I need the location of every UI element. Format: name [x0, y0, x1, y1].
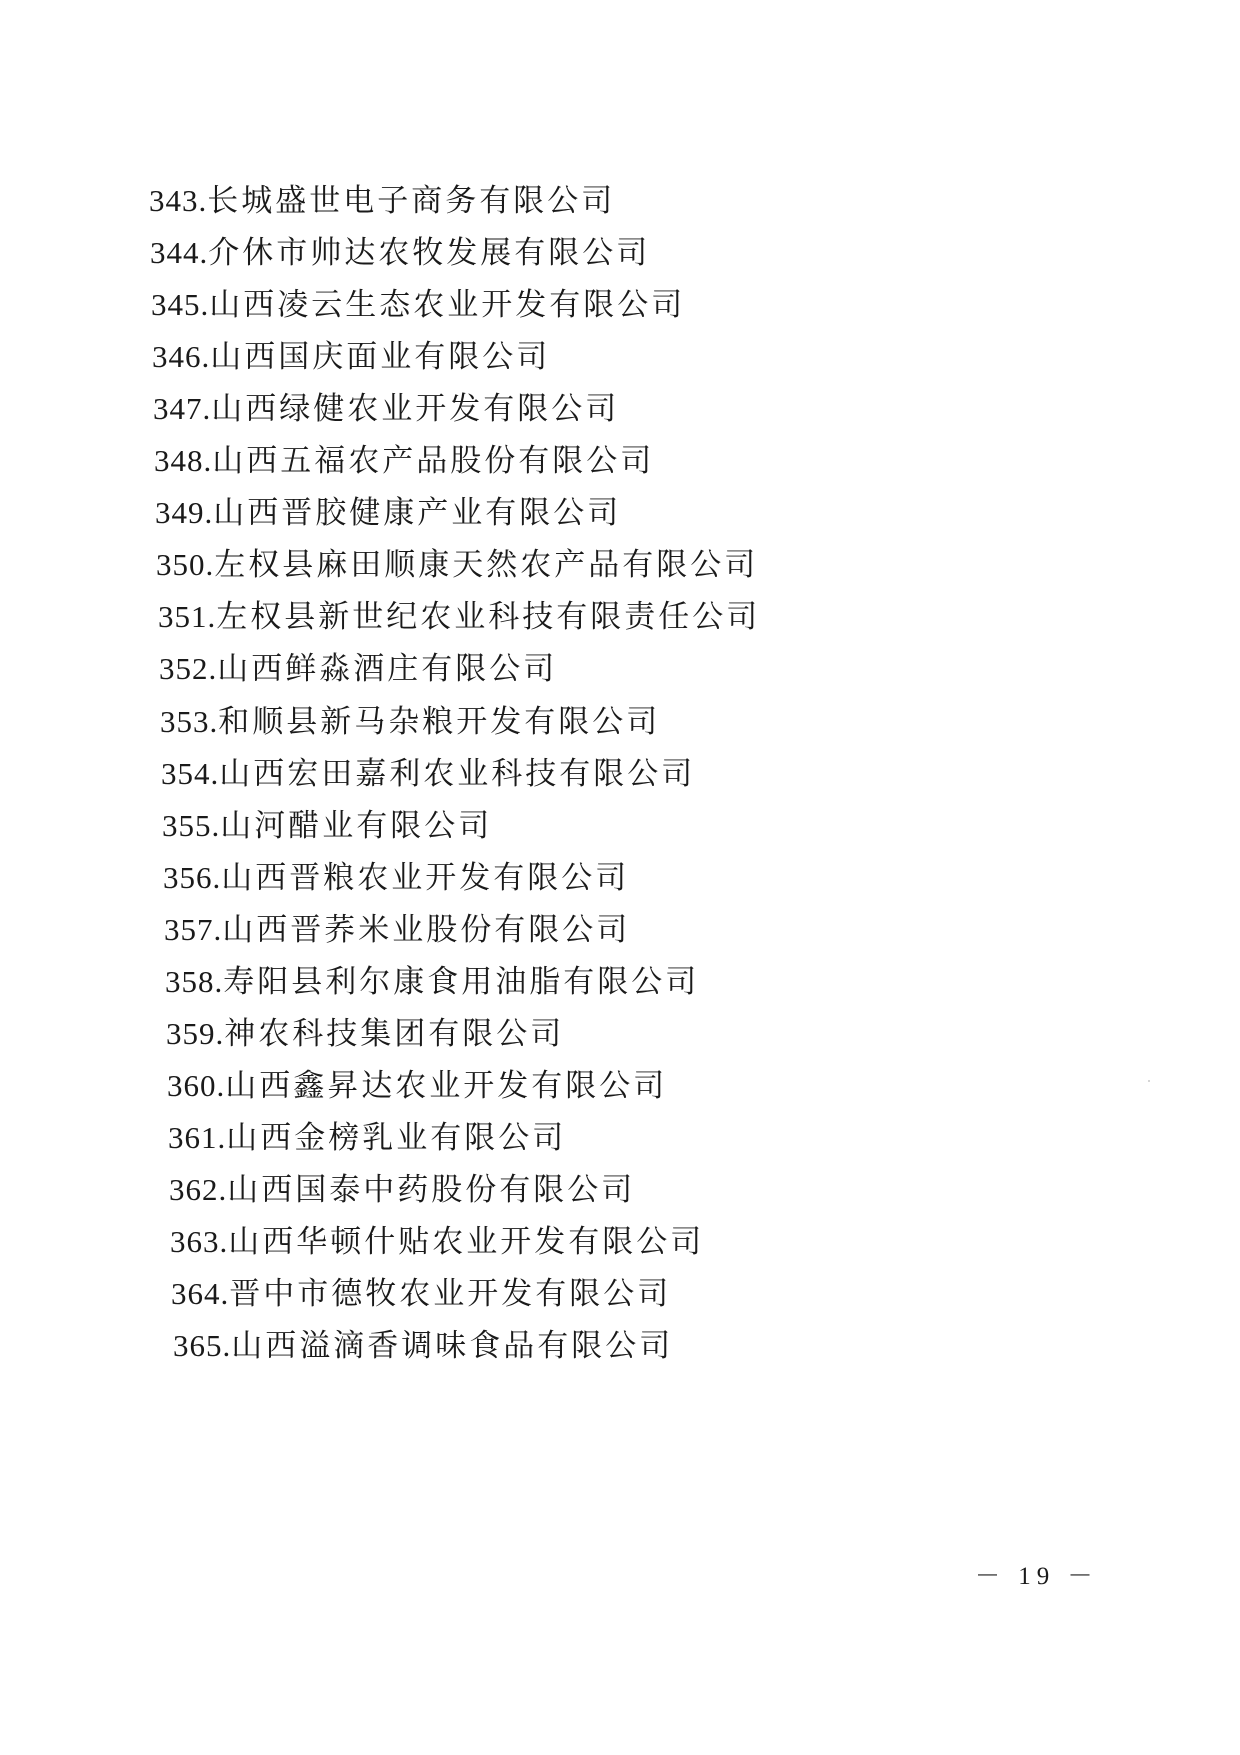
list-item [170, 1222, 704, 1262]
list-item [161, 754, 695, 794]
list-item [151, 285, 685, 325]
item-number: 348. [154, 443, 213, 478]
list-item [160, 702, 660, 742]
item-number: 352. [159, 651, 218, 686]
list-item [150, 233, 650, 273]
item-number: 350. [156, 547, 215, 582]
company-name: 山河醋业有限公司 [220, 808, 493, 844]
company-name: 山西国庆面业有限公司 [210, 339, 551, 375]
company-name: 山西晋胶健康产业有限公司 [213, 495, 622, 531]
item-number: 354. [161, 756, 220, 791]
company-name: 长城盛世电子商务有限公司 [207, 183, 616, 219]
company-name: 左权县新世纪农业科技有限责任公司 [216, 599, 761, 635]
item-number: 345. [151, 287, 210, 322]
list-item [167, 1066, 667, 1106]
company-name: 山西晋粮农业开发有限公司 [221, 860, 630, 896]
list-item [158, 597, 760, 637]
item-number: 363. [170, 1224, 229, 1259]
list-item [168, 1118, 566, 1158]
list-item [153, 389, 619, 429]
item-number: 346. [152, 339, 211, 374]
list-item [156, 545, 758, 585]
list-item [155, 493, 621, 533]
scan-speck [1148, 1080, 1150, 1082]
company-name: 山西鲜淼酒庄有限公司 [217, 651, 558, 687]
item-number: 365. [173, 1328, 232, 1363]
company-name: 山西金榜乳业有限公司 [226, 1120, 567, 1156]
company-name: 山西华顿什贴农业开发有限公司 [228, 1224, 705, 1260]
company-name: 寿阳县利尔康食用油脂有限公司 [223, 964, 700, 1000]
company-name: 晋中市德牧农业开发有限公司 [229, 1276, 672, 1312]
list-item [163, 858, 629, 898]
list-item [173, 1326, 673, 1366]
item-number: 343. [149, 183, 208, 218]
item-number: 351. [158, 599, 217, 634]
list-item [164, 910, 630, 950]
company-name: 左权县麻田顺康天然农产品有限公司 [214, 547, 759, 583]
company-name: 山西凌云生态农业开发有限公司 [209, 287, 686, 323]
item-number: 361. [168, 1120, 227, 1155]
company-name: 山西绿健农业开发有限公司 [211, 391, 620, 427]
company-name: 山西五福农产品股份有限公司 [212, 443, 655, 479]
item-number: 359. [166, 1016, 225, 1051]
item-number: 357. [164, 912, 223, 947]
list-item [169, 1170, 635, 1210]
list-item [171, 1274, 671, 1314]
list-item [166, 1014, 564, 1054]
item-number: 353. [160, 704, 219, 739]
company-name: 介休市帅达农牧发展有限公司 [208, 235, 651, 271]
item-number: 355. [162, 808, 221, 843]
item-number: 362. [169, 1172, 228, 1207]
company-name: 山西宏田嘉利农业科技有限公司 [219, 756, 696, 792]
item-number: 347. [153, 391, 212, 426]
company-name: 和顺县新马杂粮开发有限公司 [218, 704, 661, 740]
list-item [149, 181, 615, 221]
item-number: 349. [155, 495, 214, 530]
item-number: 344. [150, 235, 209, 270]
list-item [162, 806, 492, 846]
company-name: 山西国泰中药股份有限公司 [227, 1172, 636, 1208]
company-name: 山西鑫昇达农业开发有限公司 [225, 1068, 668, 1104]
company-name: 神农科技集团有限公司 [224, 1016, 565, 1052]
company-name: 山西溢滴香调味食品有限公司 [231, 1328, 674, 1364]
item-number: 356. [163, 860, 222, 895]
list-item [154, 441, 654, 481]
list-item [159, 649, 557, 689]
list-item [152, 337, 550, 377]
page-number: － 19 － [975, 1563, 1099, 1590]
item-number: 358. [165, 964, 224, 999]
item-number: 364. [171, 1276, 230, 1311]
company-name: 山西晋荞米业股份有限公司 [222, 912, 631, 948]
item-number: 360. [167, 1068, 226, 1103]
list-item [165, 962, 699, 1002]
